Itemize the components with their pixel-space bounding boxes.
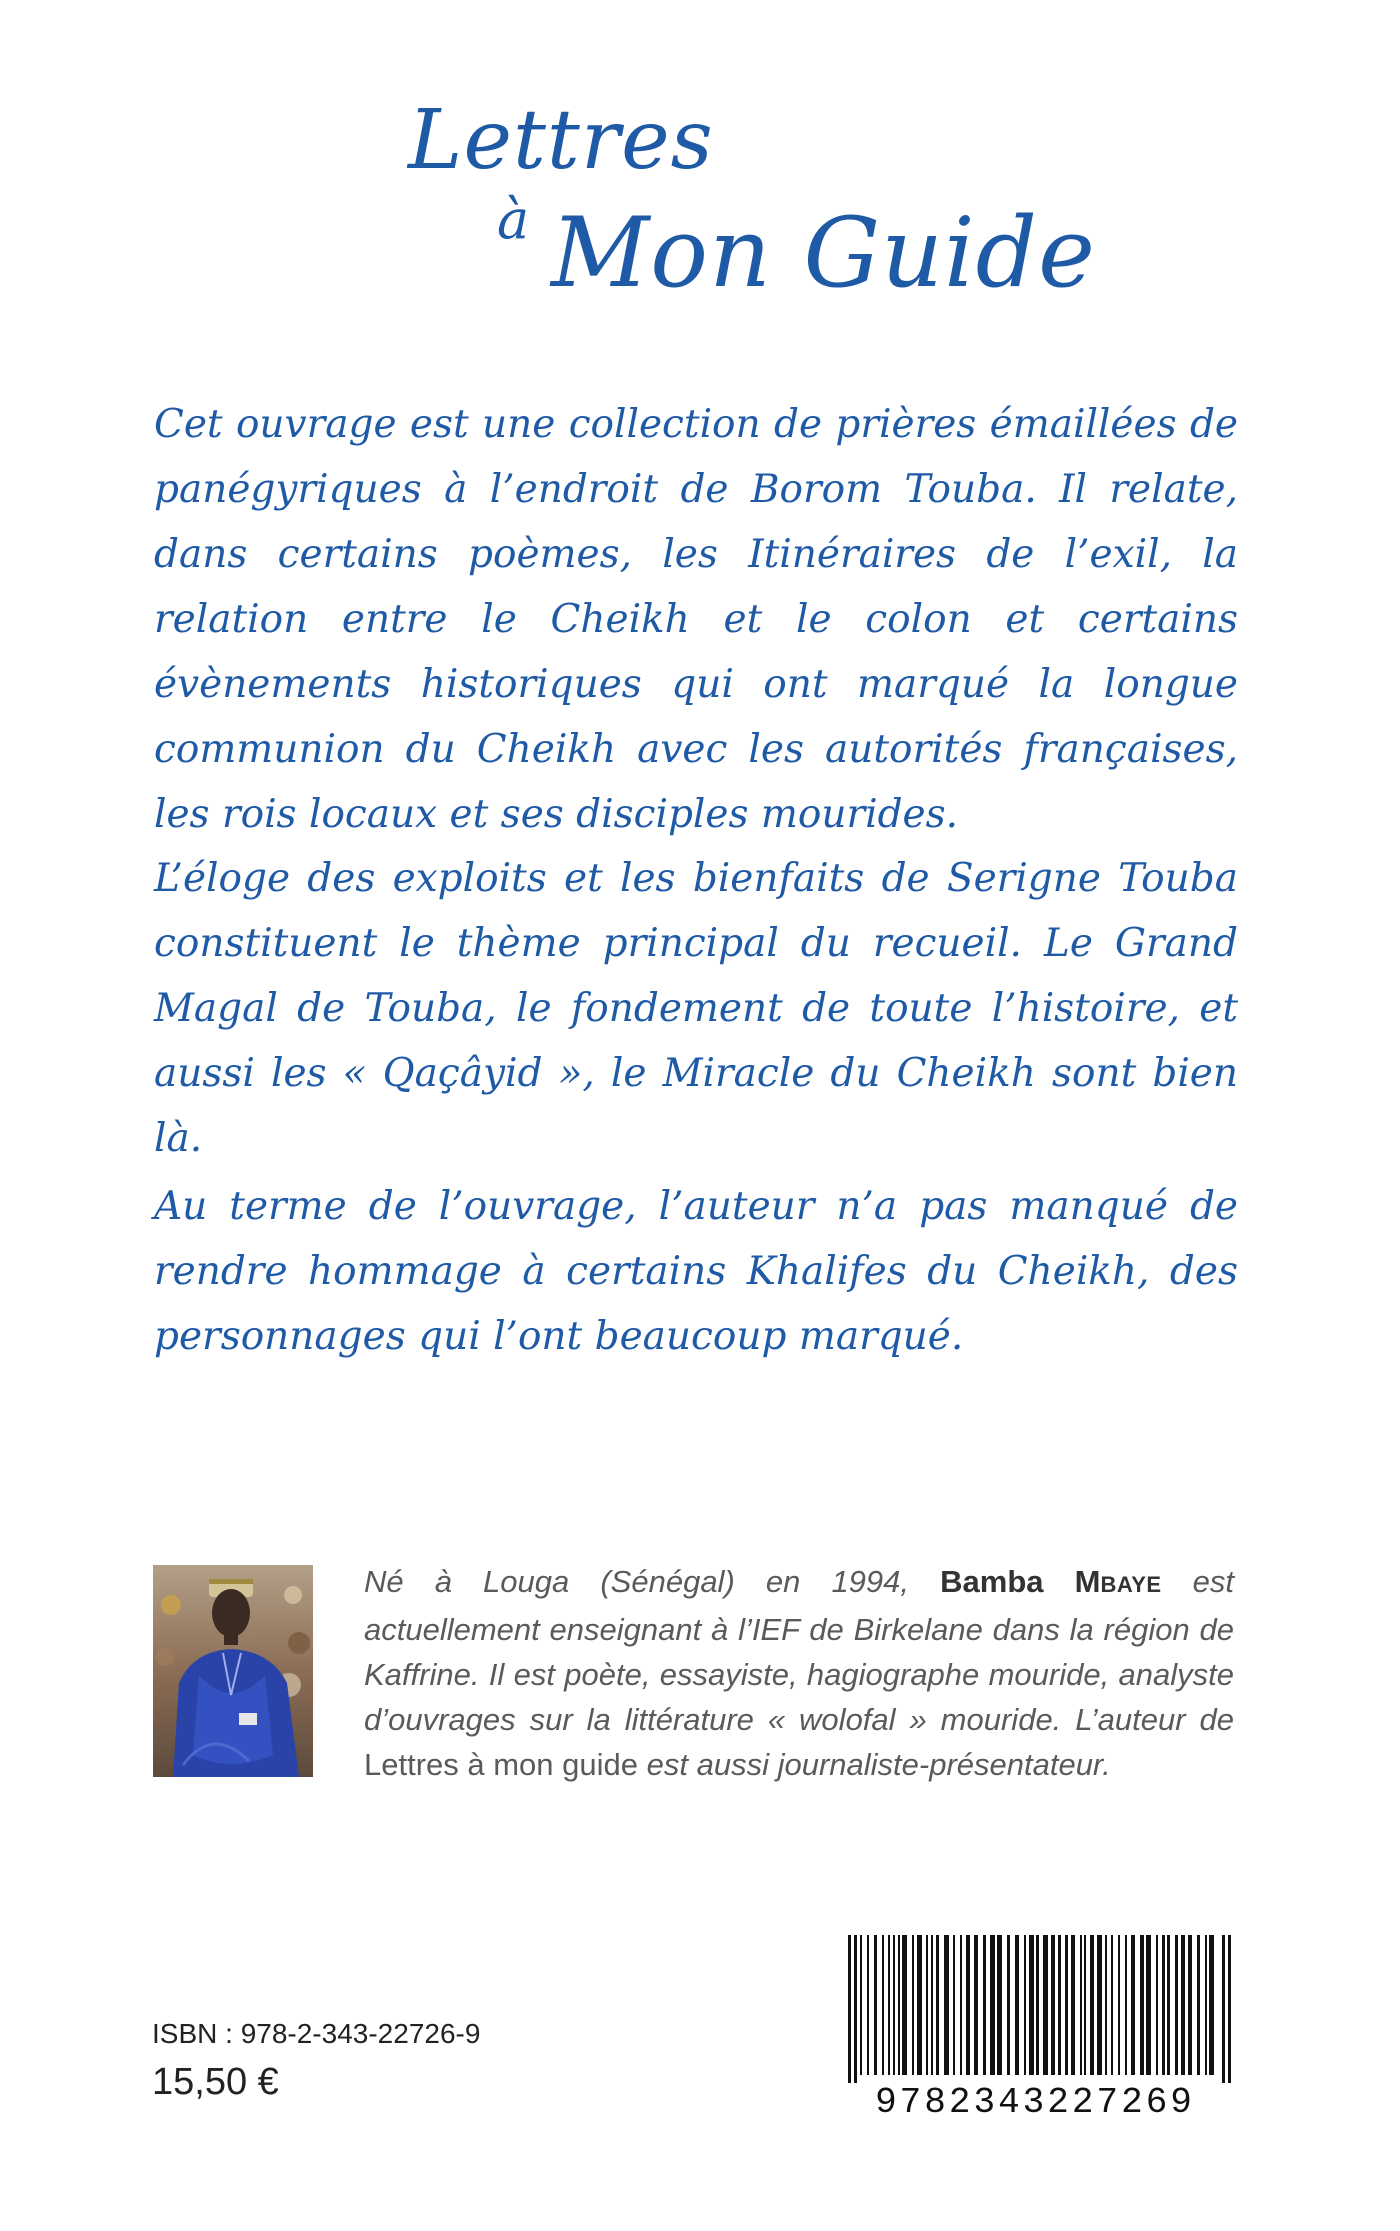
barcode-bar — [936, 1935, 939, 2075]
author-photo — [153, 1565, 313, 1777]
barcode-bar — [1228, 1935, 1231, 2083]
barcode-bar — [983, 1935, 986, 2075]
title-line-lettres: Lettres — [408, 93, 714, 188]
barcode-bar — [944, 1935, 949, 2075]
barcode-bar — [888, 1935, 890, 2075]
bio-book-title: Lettres à mon guide — [364, 1747, 639, 1782]
barcode-bar — [1090, 1935, 1094, 2075]
barcode-bar — [1024, 1935, 1026, 2075]
barcode-bar — [1188, 1935, 1192, 2075]
barcode-bar — [1156, 1935, 1158, 2075]
barcode-bar — [1222, 1935, 1225, 2083]
barcode-bar — [1146, 1935, 1151, 2075]
description-paragraph-3: Au terme de l’ouvrage, l’auteur n’a pas manqué de rendre hommage à certains Khalifes du Cheikh, des personnages qui l’ont beaucoup marqué. — [154, 1184, 1238, 1359]
barcode-bar — [860, 1935, 862, 2075]
bio-text-2: est aussi journaliste-présentateur. — [638, 1747, 1111, 1782]
title-line-mon-guide: Mon Guide — [551, 197, 1096, 309]
barcode-bar — [931, 1935, 933, 2075]
barcode-bar — [997, 1935, 1002, 2075]
barcode-bar — [1167, 1935, 1170, 2075]
author-bio — [364, 1559, 1234, 1787]
barcode-bars — [830, 1935, 1240, 2083]
barcode-bar — [1043, 1935, 1048, 2075]
barcode-bar — [848, 1935, 851, 2083]
barcode-bar — [1131, 1935, 1135, 2075]
barcode-bar — [1125, 1935, 1127, 2075]
barcode-bar — [966, 1935, 970, 2075]
description-paragraph-2: L’éloge des exploits et les bienfaits de Serigne Touba constituent le thème principal du recueil. Le Grand Magal de Touba, le fondement de toute l’histoire, et aussi les « Qaçâyid », le Miracle du Cheikh sont bien là. — [154, 856, 1238, 1161]
author-last-initial: M — [1074, 1564, 1101, 1599]
barcode-bar — [1175, 1935, 1178, 2075]
barcode — [830, 1935, 1240, 2123]
barcode-bar — [898, 1935, 900, 2075]
bio-intro: Né à Louga (Sénégal) en 1994, — [364, 1564, 941, 1599]
barcode-bar — [1111, 1935, 1113, 2075]
barcode-bar — [1065, 1935, 1068, 2075]
barcode-bar — [1162, 1935, 1165, 2075]
barcode-bar — [1007, 1935, 1010, 2075]
barcode-bar — [1197, 1935, 1200, 2075]
barcode-bar — [926, 1935, 928, 2075]
barcode-bar — [974, 1935, 978, 2075]
author-last-rest: BAYE — [1100, 1572, 1162, 1597]
barcode-bar — [1105, 1935, 1107, 2075]
barcode-bar — [1084, 1935, 1086, 2075]
barcode-bar — [893, 1935, 895, 2075]
barcode-bar — [1036, 1935, 1039, 2075]
barcode-bar — [912, 1935, 914, 2075]
barcode-bar — [854, 1935, 857, 2083]
title-word-a: à — [497, 188, 530, 251]
barcode-bar — [1209, 1935, 1214, 2075]
isbn-text: ISBN : 978-2-343-22726-9 — [152, 2018, 481, 2049]
barcode-bar — [953, 1935, 955, 2075]
bio-text-1: est actuellement enseignant à l’IEF de Birkelane dans la région de Kaffrine. Il est poète, essayiste, hagiographe mouride, analyste d’ouvrages sur la littérature « wolofal » mouride. L’auteur de — [364, 1564, 1234, 1737]
barcode-bar — [1205, 1935, 1207, 2075]
barcode-bar — [867, 1935, 869, 2075]
barcode-bar — [990, 1935, 995, 2075]
barcode-bar — [1058, 1935, 1061, 2075]
barcode-bar — [1181, 1935, 1185, 2075]
barcode-digits: 9782343227269 — [875, 2082, 1195, 2123]
description-paragraph-1: Cet ouvrage est une collection de prières émaillées de panégyriques à l’endroit de Borom Touba. Il relate, dans certains poèmes, les Itinéraires de l’exil, la relation entre le Cheikh et le colon et certains évènements historiques qui ont marqué la longue communion du Cheikh avec les autorités françaises, les rois locaux et ses disciples mourides. — [154, 402, 1238, 837]
barcode-bar — [1097, 1935, 1102, 2075]
barcode-bar — [874, 1935, 877, 2075]
barcode-bar — [1051, 1935, 1055, 2075]
barcode-bar — [1029, 1935, 1034, 2075]
barcode-bar — [917, 1935, 922, 2075]
barcode-bar — [902, 1935, 907, 2075]
barcode-bar — [960, 1935, 962, 2075]
price-text: 15,50 € — [152, 2061, 279, 2103]
barcode-bar — [1080, 1935, 1082, 2075]
barcode-bar — [1118, 1935, 1120, 2075]
author-name — [940, 1564, 1161, 1599]
barcode-bar — [1140, 1935, 1144, 2075]
author-photo-image — [153, 1565, 313, 1777]
barcode-bar — [1015, 1935, 1019, 2075]
barcode-bar — [882, 1935, 884, 2075]
author-first-name: Bamba — [940, 1564, 1044, 1599]
barcode-bar — [1071, 1935, 1075, 2075]
